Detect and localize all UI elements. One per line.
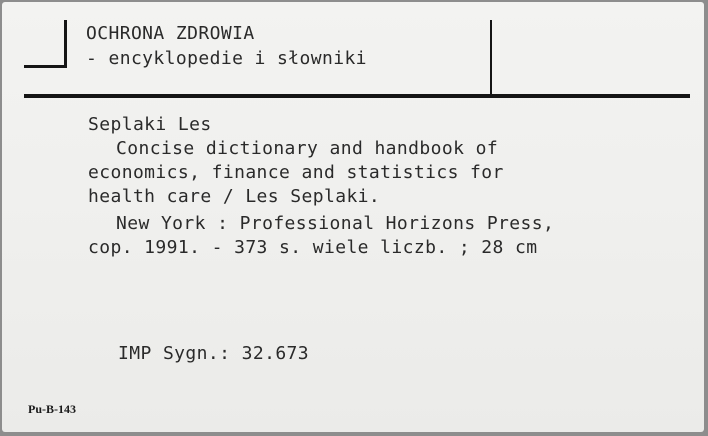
title-line-3: health care / Les Seplaki. [88, 186, 381, 207]
card-code: Pu-B-143 [28, 402, 76, 416]
header-horizontal-rule [24, 94, 690, 98]
subject-heading: OCHRONA ZDROWIA [86, 23, 255, 44]
title-line-1: Concise dictionary and handbook of [116, 138, 499, 159]
subject-subheading: - encyklopedie i słowniki [86, 48, 367, 69]
title-line-2: economics, finance and statistics for [88, 162, 504, 183]
bracket-horizontal-rule [24, 65, 67, 68]
publication-line-1: New York : Professional Horizons Press, [116, 213, 555, 234]
call-number: IMP Sygn.: 32.673 [118, 343, 310, 364]
author-heading: Seplaki Les [88, 114, 212, 135]
header-vertical-rule [490, 20, 492, 94]
bracket-vertical-rule [64, 20, 67, 67]
publication-line-2: cop. 1991. - 373 s. wiele liczb. ; 28 cm [88, 237, 538, 258]
catalog-card [2, 2, 704, 432]
